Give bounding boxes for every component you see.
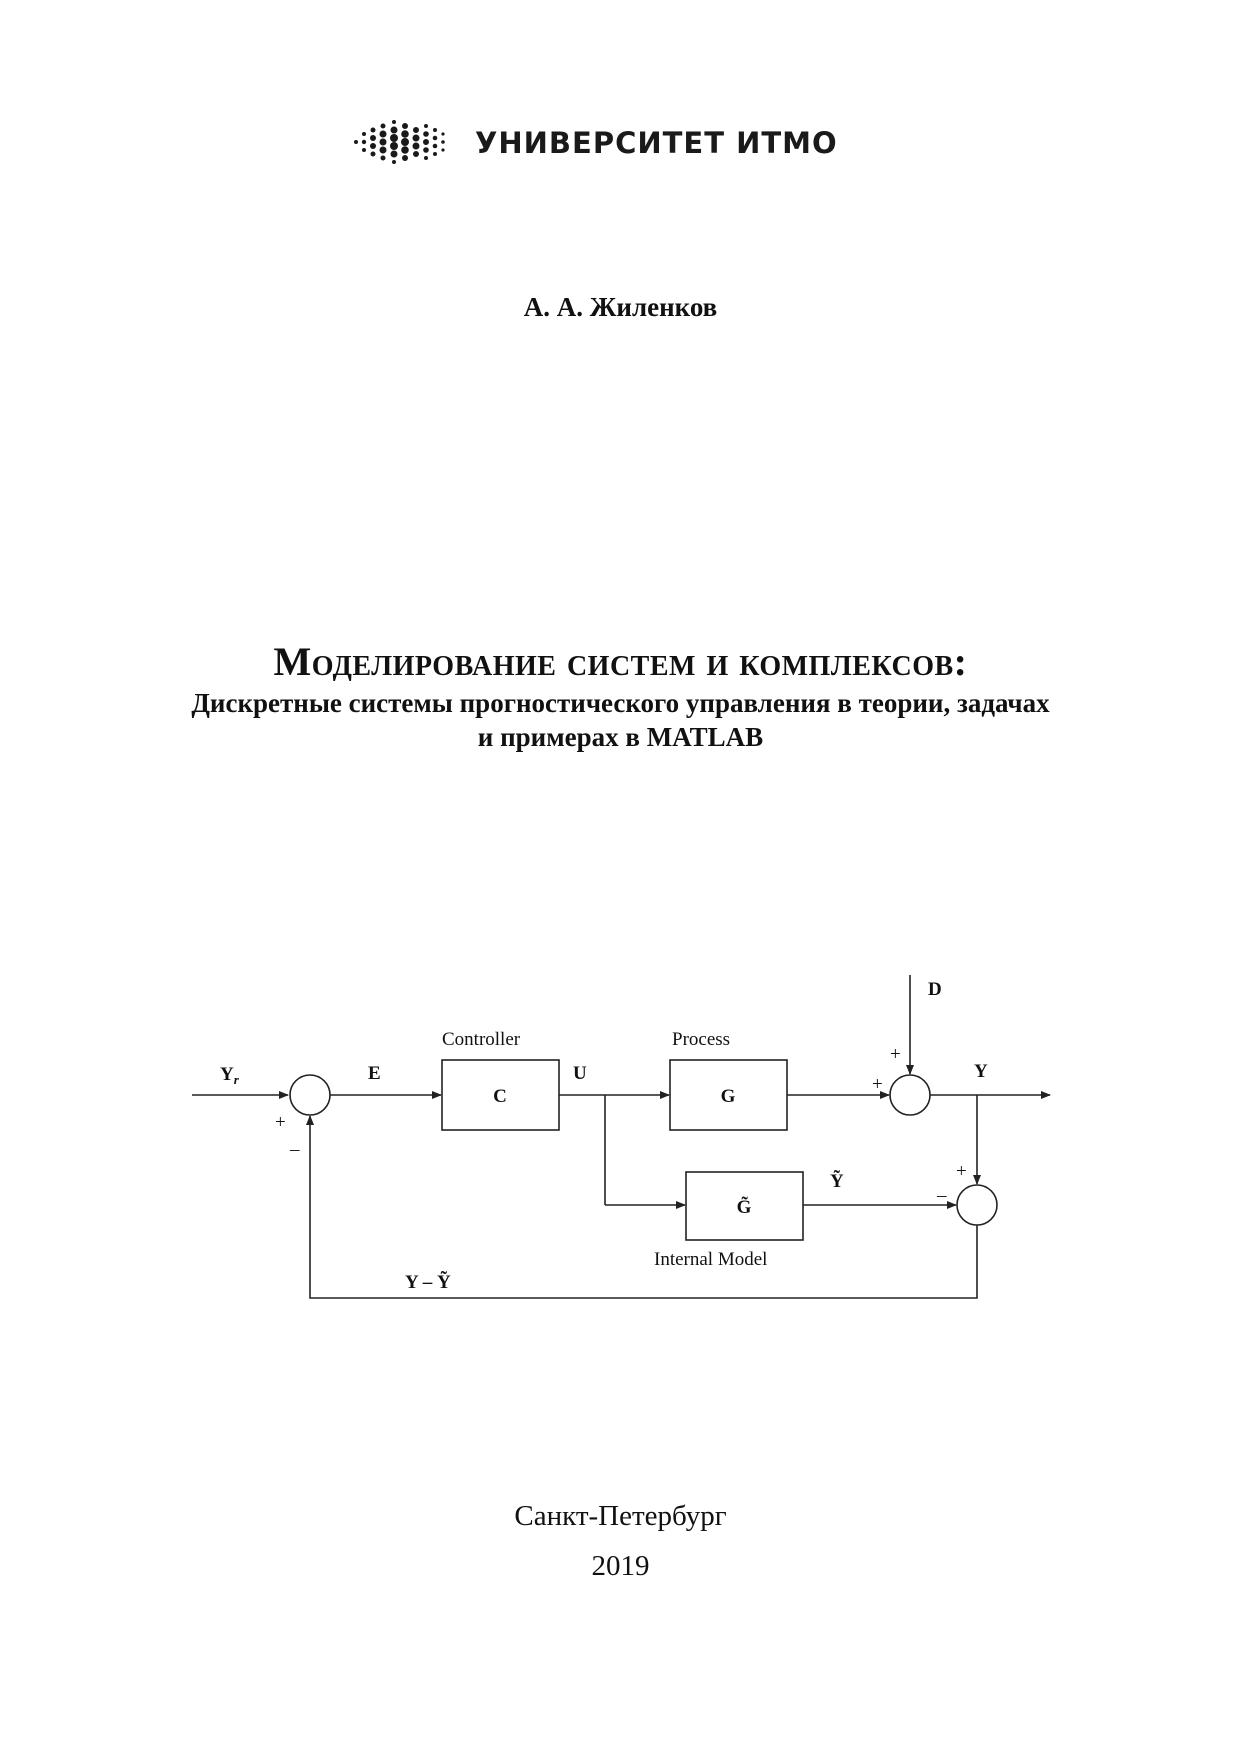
- signal-d-label: D: [928, 979, 942, 1000]
- sign-minus-1: –: [290, 1139, 300, 1160]
- itmo-logo-mark-icon: [350, 112, 460, 172]
- block-g-label: G: [720, 1086, 736, 1107]
- author-name: А. А. Жиленков: [523, 292, 718, 322]
- sign-plus-2: +: [872, 1074, 883, 1095]
- signal-u-label: U: [573, 1063, 587, 1084]
- label-process: Process: [672, 1029, 731, 1050]
- itmo-logo: [350, 112, 850, 172]
- publication-city: Санкт-Петербург: [514, 1500, 727, 1532]
- book-title: Моделирование систем и комплексов:: [273, 639, 968, 684]
- signal-e-label: E: [368, 1063, 381, 1084]
- sign-plus-1: +: [275, 1112, 286, 1133]
- sum-junction-3: [957, 1185, 997, 1225]
- sum-junction-2: [890, 1075, 930, 1115]
- signal-y-tilde-label: Ỹ: [830, 1171, 844, 1192]
- sign-minus-2: –: [937, 1185, 947, 1206]
- book-subtitle-line-1: Дискретные системы прогностического управления в теории, задачах: [191, 688, 1050, 718]
- block-g-tilde-label: G̃: [736, 1197, 752, 1218]
- signal-y-label: Y: [974, 1061, 988, 1082]
- imc-block-diagram: [190, 965, 1060, 1325]
- sum-junction-1: [290, 1075, 330, 1115]
- signal-yr-label: $Y_r$: [220, 1064, 239, 1087]
- logo-text: УНИВЕРСИТЕТ ИТМО: [475, 126, 838, 160]
- sign-plus-4: +: [956, 1161, 967, 1182]
- sign-plus-3: +: [890, 1044, 901, 1065]
- block-c-label: C: [493, 1086, 507, 1107]
- book-subtitle-line-2: и примерах в MATLAB: [477, 722, 764, 752]
- edge-feedback: [310, 1116, 977, 1298]
- label-internal-model: Internal Model: [654, 1249, 768, 1270]
- signal-feedback-label: Y – Ỹ: [405, 1272, 451, 1293]
- publication-year: 2019: [591, 1550, 650, 1582]
- label-controller: Controller: [442, 1029, 521, 1050]
